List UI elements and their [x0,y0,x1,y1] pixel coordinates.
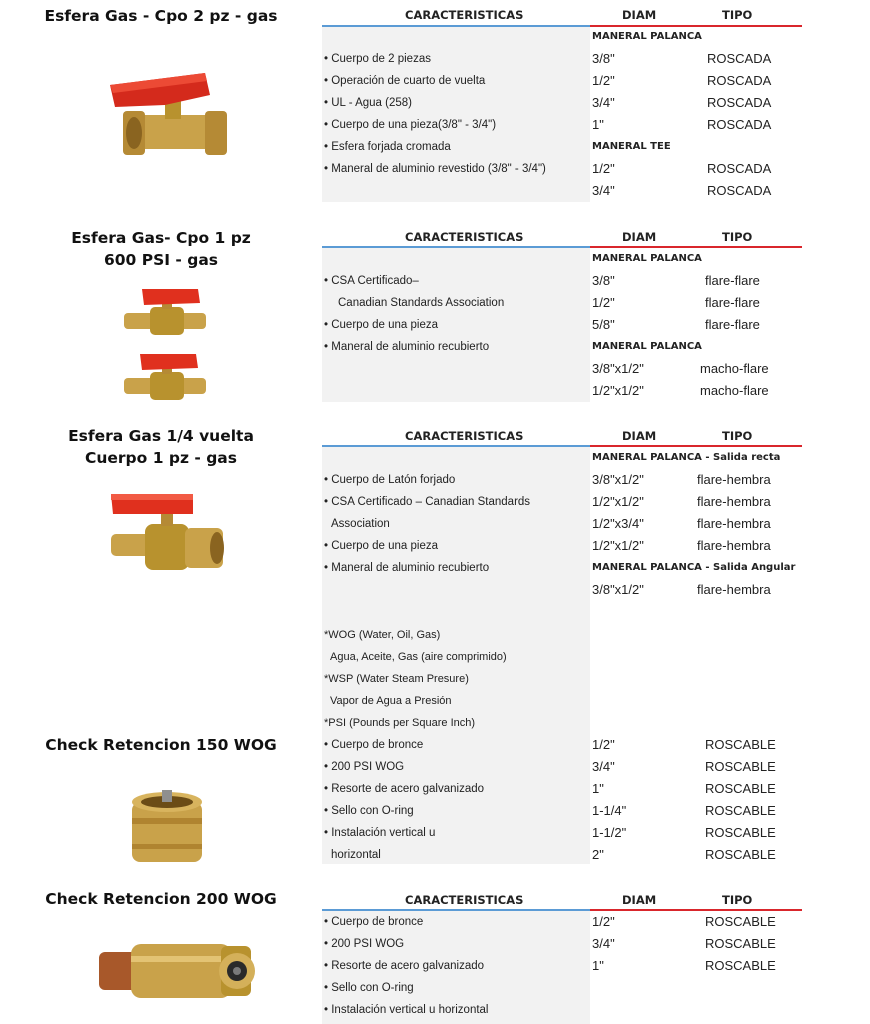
diam-value: 1/2" [592,73,615,88]
tipo-value: ROSCADA [707,95,772,110]
tipo-value: flare-hembra [697,494,771,509]
feature-item: • 200 PSI WOG [324,933,404,955]
feature-item: • Maneral de aluminio recubierto [324,557,489,579]
note-line: *WSP (Water Steam Presure) [324,673,469,685]
diam-value: 1-1/4" [592,803,627,818]
tipo-value: ROSCABLE [705,914,776,929]
tipo-value: flare-flare [705,295,760,310]
tipo-value: ROSCABLE [705,781,776,796]
diam-value: 1/2" [592,161,615,176]
features-header: CARACTERISTICAS [405,429,524,443]
tipo-value: flare-flare [705,317,760,332]
check-valve-200-image [95,930,265,1010]
feature-item: • UL - Agua (258) [324,92,412,114]
tipo-value: ROSCADA [707,117,772,132]
tipo-value: ROSCADA [707,183,772,198]
feature-item: • Cuerpo de una pieza(3/8" - 3/4") [324,114,496,136]
flare-ball-valve-image [120,285,210,340]
tipo-value: ROSCABLE [705,936,776,951]
section-2-title: Esfera Gas- Cpo 1 pz [71,229,251,247]
diam-header: DIAM [622,8,657,22]
diam-header: DIAM [622,230,657,244]
diam-header: DIAM [622,429,657,443]
header-rule-blue [322,445,590,447]
feature-item: • CSA Certificado– [324,270,419,292]
diam-value: 1" [592,781,604,796]
tipo-value: flare-hembra [697,538,771,553]
section-4-title: Check Retencion 150 WOG [45,736,277,754]
feature-item: Association [331,518,390,530]
group-label: MANERAL PALANCA [592,341,702,352]
tipo-value: ROSCADA [707,161,772,176]
tipo-value: flare-hembra [697,582,771,597]
diam-value: 1/2"x1/2" [592,494,644,509]
quarter-turn-valve-image [105,490,230,580]
feature-item: horizontal [331,849,381,861]
check-valve-image [128,788,206,868]
feature-item: • Cuerpo de 2 piezas [324,48,431,70]
note-line: *WOG (Water, Oil, Gas) [324,629,441,641]
feature-item: • Cuerpo de Latón forjado [324,469,455,491]
feature-item: • Esfera forjada cromada [324,136,451,158]
note-line: *PSI (Pounds per Square Inch) [324,717,476,729]
group-label: MANERAL PALANCA [592,31,702,42]
feature-item: • Resorte de acero galvanizado [324,778,484,800]
feature-item: • Instalación vertical u [324,822,435,844]
header-rule-blue [322,246,590,248]
features-header: CARACTERISTICAS [405,230,524,244]
diam-value: 1/2" [592,295,615,310]
feature-item: • Resorte de acero galvanizado [324,955,484,977]
feature-item: • Cuerpo de una pieza [324,535,438,557]
feature-item: • Maneral de aluminio recubierto [324,336,489,358]
tipo-value: ROSCABLE [705,803,776,818]
feature-item: • CSA Certificado – Canadian Standards [324,491,530,513]
diam-value: 3/8"x1/2" [592,582,644,597]
diam-value: 3/8" [592,51,615,66]
features-header: CARACTERISTICAS [405,8,524,22]
tipo-value: flare-hembra [697,472,771,487]
tipo-value: ROSCABLE [705,737,776,752]
diam-value: 1" [592,117,604,132]
feature-item: • Sello con O-ring [324,977,414,999]
tipo-value: flare-hembra [697,516,771,531]
diam-value: 1/2"x3/4" [592,516,644,531]
group-label: MANERAL TEE [592,141,671,152]
diam-value: 3/8" [592,273,615,288]
group-label: MANERAL PALANCA - Salida recta [592,452,781,463]
group-label: MANERAL PALANCA - Salida Angular [592,562,796,573]
diam-value: 2" [592,847,604,862]
feature-item: • 200 PSI WOG [324,756,404,778]
diam-value: 3/4" [592,95,615,110]
diam-value: 3/8"x1/2" [592,472,644,487]
feature-item: • Instalación vertical u horizontal [324,999,488,1021]
diam-value: 3/4" [592,759,615,774]
tipo-header: TIPO [722,230,753,244]
diam-value: 1/2"x1/2" [592,538,644,553]
note-line: Agua, Aceite, Gas (aire comprimido) [330,651,507,663]
gas-ball-valve-image [105,65,240,170]
diam-value: 3/4" [592,183,615,198]
diam-value: 3/8"x1/2" [592,361,644,376]
diam-value: 5/8" [592,317,615,332]
diam-value: 1/2" [592,914,615,929]
feature-item: • Cuerpo de bronce [324,911,423,933]
header-rule-blue [322,25,590,27]
tipo-header: TIPO [722,893,753,907]
feature-item: • Sello con O-ring [324,800,414,822]
tipo-value: ROSCABLE [705,825,776,840]
tipo-header: TIPO [722,8,753,22]
diam-value: 1/2"x1/2" [592,383,644,398]
section-3-subtitle: Cuerpo 1 pz - gas [84,449,237,467]
tipo-value: flare-flare [705,273,760,288]
tipo-value: macho-flare [700,383,769,398]
section-2-subtitle: 600 PSI - gas [103,251,219,269]
feature-item: • Cuerpo de bronce [324,734,423,756]
section-3-title: Esfera Gas 1/4 vuelta [68,427,254,445]
note-line: Vapor de Agua a Presión [330,695,452,707]
flare-ball-valve-image [120,350,210,405]
tipo-value: ROSCABLE [705,958,776,973]
diam-value: 1-1/2" [592,825,627,840]
feature-item: • Cuerpo de una pieza [324,314,438,336]
feature-item: Canadian Standards Association [338,297,505,309]
diam-value: 1" [592,958,604,973]
tipo-value: ROSCADA [707,73,772,88]
tipo-value: ROSCABLE [705,759,776,774]
group-label: MANERAL PALANCA [592,253,702,264]
section-1-title: Esfera Gas - Cpo 2 pz - gas [44,7,278,25]
diam-header: DIAM [622,893,657,907]
tipo-header: TIPO [722,429,753,443]
tipo-value: ROSCADA [707,51,772,66]
feature-item: • Operación de cuarto de vuelta [324,70,485,92]
tipo-value: macho-flare [700,361,769,376]
section-5-title: Check Retencion 200 WOG [45,890,277,908]
diam-value: 3/4" [592,936,615,951]
diam-value: 1/2" [592,737,615,752]
tipo-value: ROSCABLE [705,847,776,862]
feature-item: • Maneral de aluminio revestido (3/8" - 3/4") [324,158,546,180]
features-header: CARACTERISTICAS [405,893,524,907]
